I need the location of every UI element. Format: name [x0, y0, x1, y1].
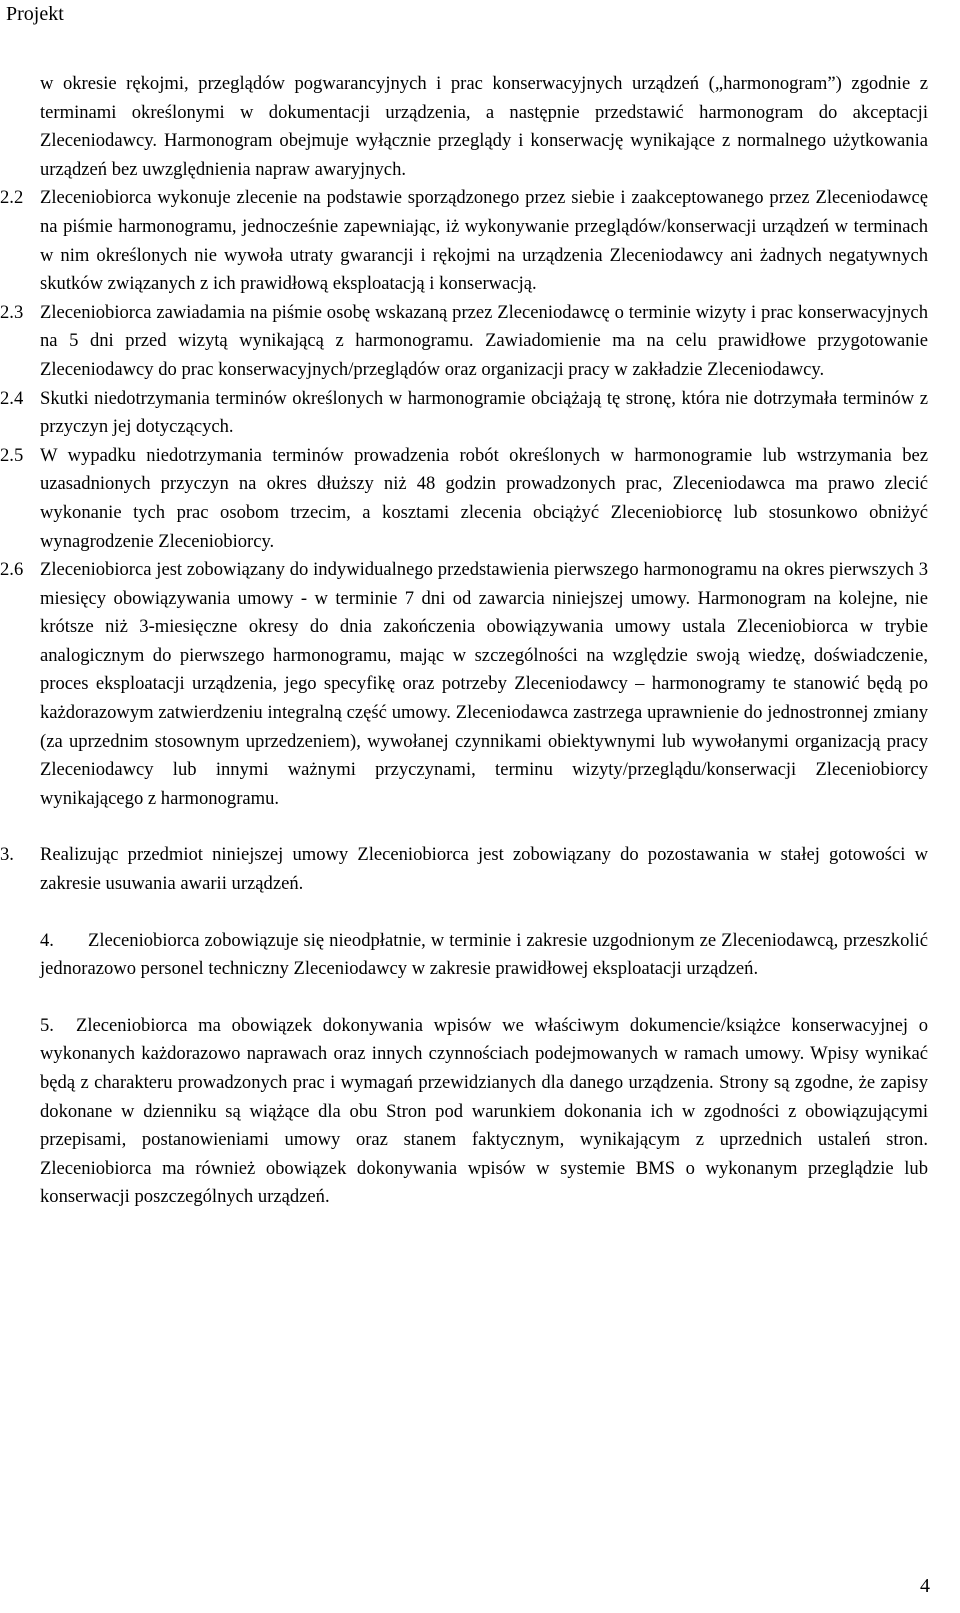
- intro-paragraph: w okresie rękojmi, przeglądów pogwarancyjnych i prac konserwacyjnych urządzeń („harmonogram”) zgodnie z terminami określonymi w dokumentacji urządzenia, a następnie przedstawić harmonogram do akceptacji Zleceniodawcy. Harmonogram obejmuje wyłącznie przeglądy i konserwację wynikające z normalnego użytkowania urządzeń bez uwzględnienia napraw awaryjnych.: [40, 73, 928, 180]
- subsection-number: 2.5: [0, 444, 24, 466]
- item-number: 4.: [40, 929, 54, 951]
- item-5: [40, 1012, 928, 1212]
- item-text: Zleceniobiorca zobowiązuje się nieodpłatnie, w terminie i zakresie uzgodnionym ze Zleceniodawcą, przeszkolić jednorazowo personel techniczny Zleceniodawcy w zakresie prawidłowej eksploatacji urządzeń.: [40, 929, 928, 980]
- subsection-2-3: [0, 299, 928, 385]
- document-body: [0, 70, 928, 1212]
- item-text: Realizując przedmiot niniejszej umowy Zleceniobiorca jest zobowiązany do pozostawania w stałej gotowości w zakresie usuwania awarii urządzeń.: [40, 844, 928, 895]
- subsection-2-4: [0, 385, 928, 442]
- document-header-title: Projekt: [6, 3, 64, 25]
- subsection-2-2: [0, 184, 928, 298]
- item-number: 5.: [40, 1014, 54, 1036]
- subsection-text: Zleceniobiorca zawiadamia na piśmie osobę wskazaną przez Zleceniodawcę o terminie wizyty i prac konserwacyjnych na 5 dni przed wizytą wynikającą z harmonogramu. Zawiadomienie ma na celu prawidłowe przygotowanie Zleceniodawcy do prac konserwacyjnych/przeglądów oraz organizacji pracy w zakładzie Zleceniodawcy.: [40, 301, 928, 380]
- subsection-text: Zleceniobiorca jest zobowiązany do indywidualnego przedstawienia pierwszego harmonogramu na okres pierwszych 3 miesięcy obowiązywania umowy - w terminie 7 dni od zawarcia niniejszej umowy. Harmonogram na kolejne, nie krótsze niż 3-miesięczne okresy do dnia zakończenia obowiązywania umowy ustala Zleceniobiorca w trybie analogicznym do pierwszego harmonogramu, mając w szczególności na względzie swoją wiedzę, doświadczenie, proces eksploatacji urządzenia, jego specyfikę oraz potrzeby Zleceniodawcy – harmonogramy te stanowić będą po każdorazowym zatwierdzeniu integralną część umowy. Zleceniodawca zastrzega uprawnienie do jednostronnej zmiany (za uprzednim stosownym uprzedzeniem), wywołanej czynnikami obiektywnymi lub wywołanymi organizacją pracy Zleceniodawcy lub innymi ważnymi przyczynami, terminu wizyty/przeglądu/konserwacji Zleceniobiorcy wynikającego z harmonogramu.: [40, 559, 928, 809]
- subsection-text: Skutki niedotrzymania terminów określonych w harmonogramie obciążają tę stronę, która nie dotrzymała terminów z przyczyn jej dotyczących.: [40, 387, 928, 438]
- item-4: [40, 927, 928, 984]
- subsection-number: 2.4: [0, 387, 24, 409]
- item-text: Zleceniobiorca ma obowiązek dokonywania wpisów we właściwym dokumencie/książce konserwacyjnej o wykonanych każdorazowo naprawach oraz innych czynnościach podejmowanych w ramach umowy. Wpisy wynikać będą z charakteru prowadzonych prac i wymagań przewidzianych dla danego urządzenia. Strony są zgodne, że zapisy dokonane w dzienniku są wiążące dla obu Stron pod warunkiem dokonania ich w zgodności z obowiązującymi przepisami, postanowieniami umowy oraz stanem faktycznym, wynikającym z uprzednich ustaleń stron. Zleceniobiorca ma również obowiązek dokonywania wpisów w systemie BMS o wykonanym przeglądzie lub konserwacji poszczególnych urządzeń.: [40, 1014, 928, 1208]
- subsection-text: Zleceniobiorca wykonuje zlecenie na podstawie sporządzonego przez siebie i zaakceptowanego przez Zleceniodawcę na piśmie harmonogramu, jednocześnie zapewniając, iż wykonywanie przeglądów/konserwacji urządzeń w terminach w nim określonych nie wywoła utraty gwarancji i rękojmi na urządzenia Zleceniodawcy ani żadnych negatywnych skutków związanych z ich prawidłową eksploatacją i konserwacją.: [40, 187, 928, 295]
- subsection-number: 2.6: [0, 559, 24, 581]
- subsection-text: W wypadku niedotrzymania terminów prowadzenia robót określonych w harmonogramie lub wstrzymania bez uzasadnionych przyczyn na okres dłuższy niż 48 godzin prowadzonych prac, Zleceniodawca ma prawo zlecić wykonanie tych prac osobom trzecim, a kosztami zlecenia obciążyć Zleceniobiorcę lub stosunkowo obniżyć wynagrodzenie Zleceniobiorcy.: [40, 444, 928, 552]
- subsection-2-5: [0, 442, 928, 556]
- subsection-2-6: [0, 556, 928, 813]
- item-3: [0, 841, 928, 898]
- page-number: 4: [920, 1575, 930, 1597]
- subsection-number: 2.2: [0, 187, 24, 209]
- subsection-number: 2.3: [0, 301, 24, 323]
- item-number: 3.: [0, 844, 14, 866]
